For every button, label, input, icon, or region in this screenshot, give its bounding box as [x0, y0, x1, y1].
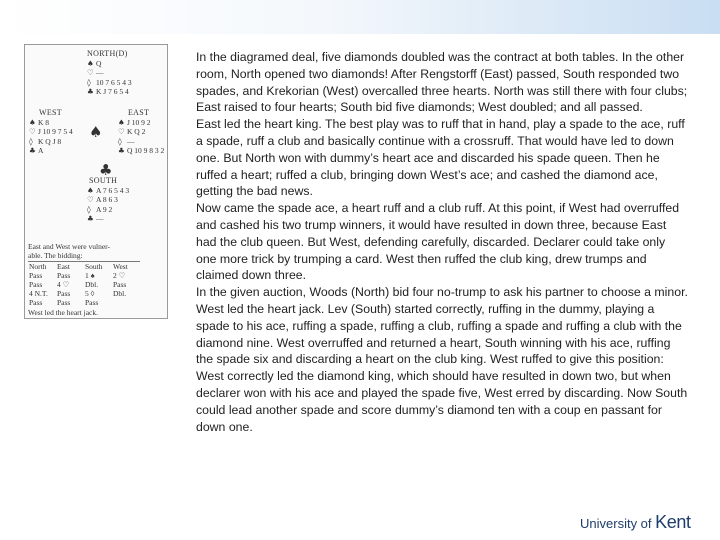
east-clubs: Q 10 9 8 3 2 — [127, 146, 165, 156]
bidding-header: West — [112, 261, 140, 271]
bid-cell: Pass — [57, 297, 71, 307]
east-hand — [118, 108, 164, 156]
spade-icon: ♠ — [118, 118, 125, 127]
north-clubs: K J 7 6 5 4 — [96, 87, 129, 97]
north-diamonds: 10 7 6 5 4 3 — [96, 77, 132, 87]
bid-cell: Pass — [85, 297, 99, 307]
bid-cell: 4 N.T. — [29, 288, 48, 298]
east-spades: J 10 9 2 — [127, 118, 151, 127]
heart-icon: ♡ — [29, 127, 36, 137]
south-diamonds: A 9 2 — [96, 204, 113, 214]
article-body — [196, 49, 688, 435]
bid-cell: 5 ◊ — [85, 288, 95, 298]
south-hearts: A 8 6 3 — [96, 195, 118, 205]
center-club-icon: ♣ — [99, 161, 113, 179]
north-hearts: — — [96, 68, 104, 78]
diamond-icon: ◊ — [87, 77, 91, 87]
bid-cell: Dbl. — [113, 288, 127, 298]
diamond-icon: ◊ — [87, 204, 91, 214]
bid-cell: 4 ♡ — [57, 279, 70, 289]
paragraph: West led the heart jack. Lev (South) started correctly, ruffing in the dummy, playing a spade to his ace, ruffing a spade, ruffing a club, ruffing a spade and ruffing a club with the diamond nine. West overruffed and returned a heart, South winning with his ace, ruffing the spade six and discarding a heart on the club king. West ruffed to give this position: — [196, 301, 682, 367]
club-icon: ♣ — [87, 214, 94, 224]
bid-cell: Pass — [57, 270, 71, 280]
center-spade-icon: ♠ — [89, 123, 103, 141]
bid-cell: Pass — [57, 288, 71, 298]
bidding-row — [28, 271, 140, 280]
west-hearts: J 10 9 7 5 4 — [38, 127, 73, 137]
paragraph: In the diagramed deal, five diamonds doubled was the contract at both tables. In the other room, North opened two diamonds! After Rengstorff (East) passed, South responded two spades, and Krekorian (West) overcalled three hearts. North was still there with four clubs; East raised to four hearts; South bid five diamonds; West doubled; and all passed. — [196, 50, 688, 115]
club-icon: ♣ — [29, 146, 36, 156]
bid-cell: Pass — [29, 279, 43, 289]
header-band — [0, 0, 720, 34]
east-diamonds: — — [127, 136, 135, 146]
bidding-table — [28, 261, 140, 307]
bid-cell: 1 ♠ — [85, 270, 95, 280]
north-label: NORTH(D) — [87, 49, 128, 58]
bidding-row — [28, 280, 140, 289]
bid-cell: 2 ♡ — [113, 270, 126, 280]
south-clubs: — — [96, 214, 104, 224]
bid-cell — [112, 298, 140, 307]
west-diamonds: K Q J 8 — [38, 136, 62, 146]
bid-cell: Pass — [29, 270, 43, 280]
west-clubs: A — [38, 146, 44, 156]
bidding-header: East — [56, 261, 84, 271]
bidding-header: South — [84, 261, 112, 271]
heart-icon: ♡ — [87, 195, 94, 205]
bidding-intro-line1: East and West were vulner- — [28, 242, 110, 251]
bidding-section — [28, 242, 164, 318]
east-label: EAST — [128, 108, 150, 117]
bidding-header-row — [28, 261, 140, 271]
west-label: WEST — [39, 108, 62, 117]
diamond-icon: ◊ — [118, 136, 122, 146]
bridge-deal-diagram — [24, 44, 168, 319]
bidding-row — [28, 298, 140, 307]
opening-lead: West led the heart jack. — [28, 307, 98, 317]
bidding-row — [28, 289, 140, 298]
spade-icon: ♠ — [87, 186, 94, 195]
logo-kent: Kent — [655, 512, 691, 532]
club-icon: ♣ — [118, 146, 125, 156]
bid-cell: Pass — [29, 297, 43, 307]
east-hearts: K Q 2 — [127, 127, 146, 137]
bid-cell: Pass — [113, 279, 127, 289]
south-hand — [87, 176, 129, 224]
paragraph: Now came the spade ace, a heart ruff and a club ruff. At this point, if West had overruffed and cashed his two trump winners, it would have resulted in down three, because East had the club queen. But West, defending carefully, discarded. Declarer could take only one more trick by trumping a card. West then ruffed the club king, drew trumps and claimed down three. — [196, 201, 680, 283]
diamond-icon: ◊ — [29, 136, 33, 146]
west-spades: K 8 — [38, 118, 50, 127]
north-spades: Q — [96, 59, 102, 68]
paragraph: West correctly led the diamond king, which should have resulted in down two, but when declarer won with his ace and played the spade five, West erred by discarding. Now South could lead another spade and score dummy’s diamond ten with a coup en passant for down one. — [196, 369, 688, 434]
paragraph: East led the heart king. The best play was to ruff that in hand, play a spade to the ace, ruff a spade, ruff a club and basically continue with a crossruff. That would have led to down one. But North won with dummy’s heart ace and discarded his spade queen. Then he ruffed a heart; ruffed a club, bringing down West’s ace; and cashed the diamond ace, getting the bad news. — [196, 117, 685, 199]
bidding-intro-line2: able. The bidding: — [28, 251, 83, 261]
bid-cell: Dbl. — [85, 279, 99, 289]
south-spades: A 7 6 5 4 3 — [96, 186, 130, 195]
heart-icon: ♡ — [118, 127, 125, 137]
logo-university-of: University of — [580, 516, 656, 531]
spade-icon: ♠ — [87, 59, 94, 68]
west-hand — [29, 108, 73, 156]
university-logo — [580, 513, 691, 532]
north-hand — [87, 49, 132, 97]
bidding-header: North — [28, 261, 56, 271]
club-icon: ♣ — [87, 87, 94, 97]
heart-icon: ♡ — [87, 68, 94, 78]
south-label: SOUTH — [89, 176, 118, 185]
spade-icon: ♠ — [29, 118, 36, 127]
paragraph: In the given auction, Woods (North) bid four no-trump to ask his partner to choose a minor. — [196, 285, 688, 300]
